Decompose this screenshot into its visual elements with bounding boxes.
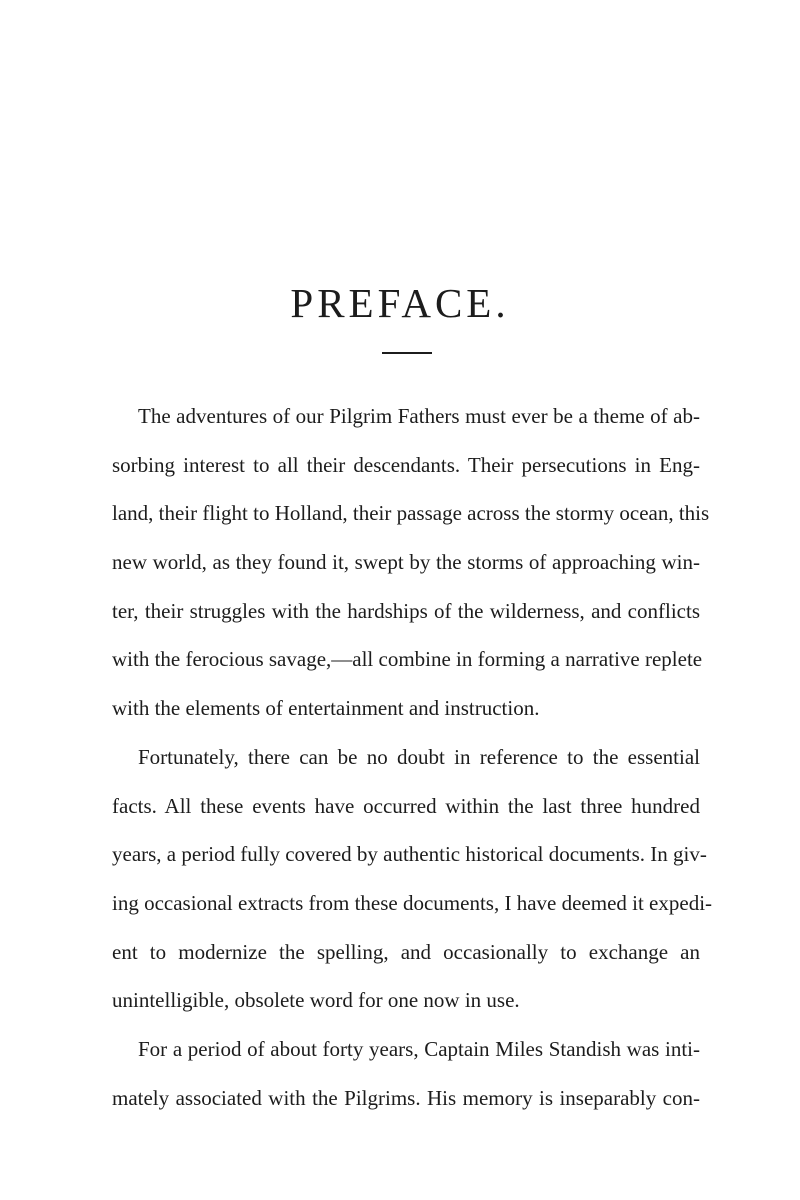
paragraph-line: new world, as they found it, swept by the storms of approaching win- xyxy=(112,550,700,575)
paragraph-line: ter, their struggles with the hardships of the wilderness, and conflicts xyxy=(112,598,700,623)
paragraph-line: mately associated with the Pilgrims. His memory is inseparably con- xyxy=(112,1085,700,1110)
paragraph-line: facts. All these events have occurred within the last three hundred xyxy=(112,793,700,818)
paragraph-line: land, their flight to Holland, their passage across the stormy ocean, this xyxy=(112,501,710,526)
paragraph-line: with the ferocious savage,—all combine in forming a narrative replete xyxy=(112,647,703,672)
paragraph-line: ent to modernize the spelling, and occasionally to exchange an xyxy=(112,939,700,964)
paragraph-line: Fortunately, there can be no doubt in reference to the essential xyxy=(138,744,700,769)
page-title: PREFACE. xyxy=(290,280,510,326)
paragraph-line: The adventures of our Pilgrim Fathers must ever be a theme of ab- xyxy=(138,404,700,428)
paragraph-line: sorbing interest to all their descendants. Their persecutions in Eng- xyxy=(112,452,700,477)
preface-body xyxy=(112,392,713,1122)
title-rule xyxy=(382,352,432,354)
paragraph-line: unintelligible, obsolete word for one now in use. xyxy=(112,988,520,1013)
paragraph-line: years, a period fully covered by authentic historical documents. In giv- xyxy=(112,842,707,867)
paragraph-line: with the elements of entertainment and instruction. xyxy=(112,696,540,721)
paragraph-line: For a period of about forty years, Captain Miles Standish was inti- xyxy=(138,1036,700,1061)
paragraph-line: ing occasional extracts from these documents, I have deemed it expedi- xyxy=(112,890,713,915)
